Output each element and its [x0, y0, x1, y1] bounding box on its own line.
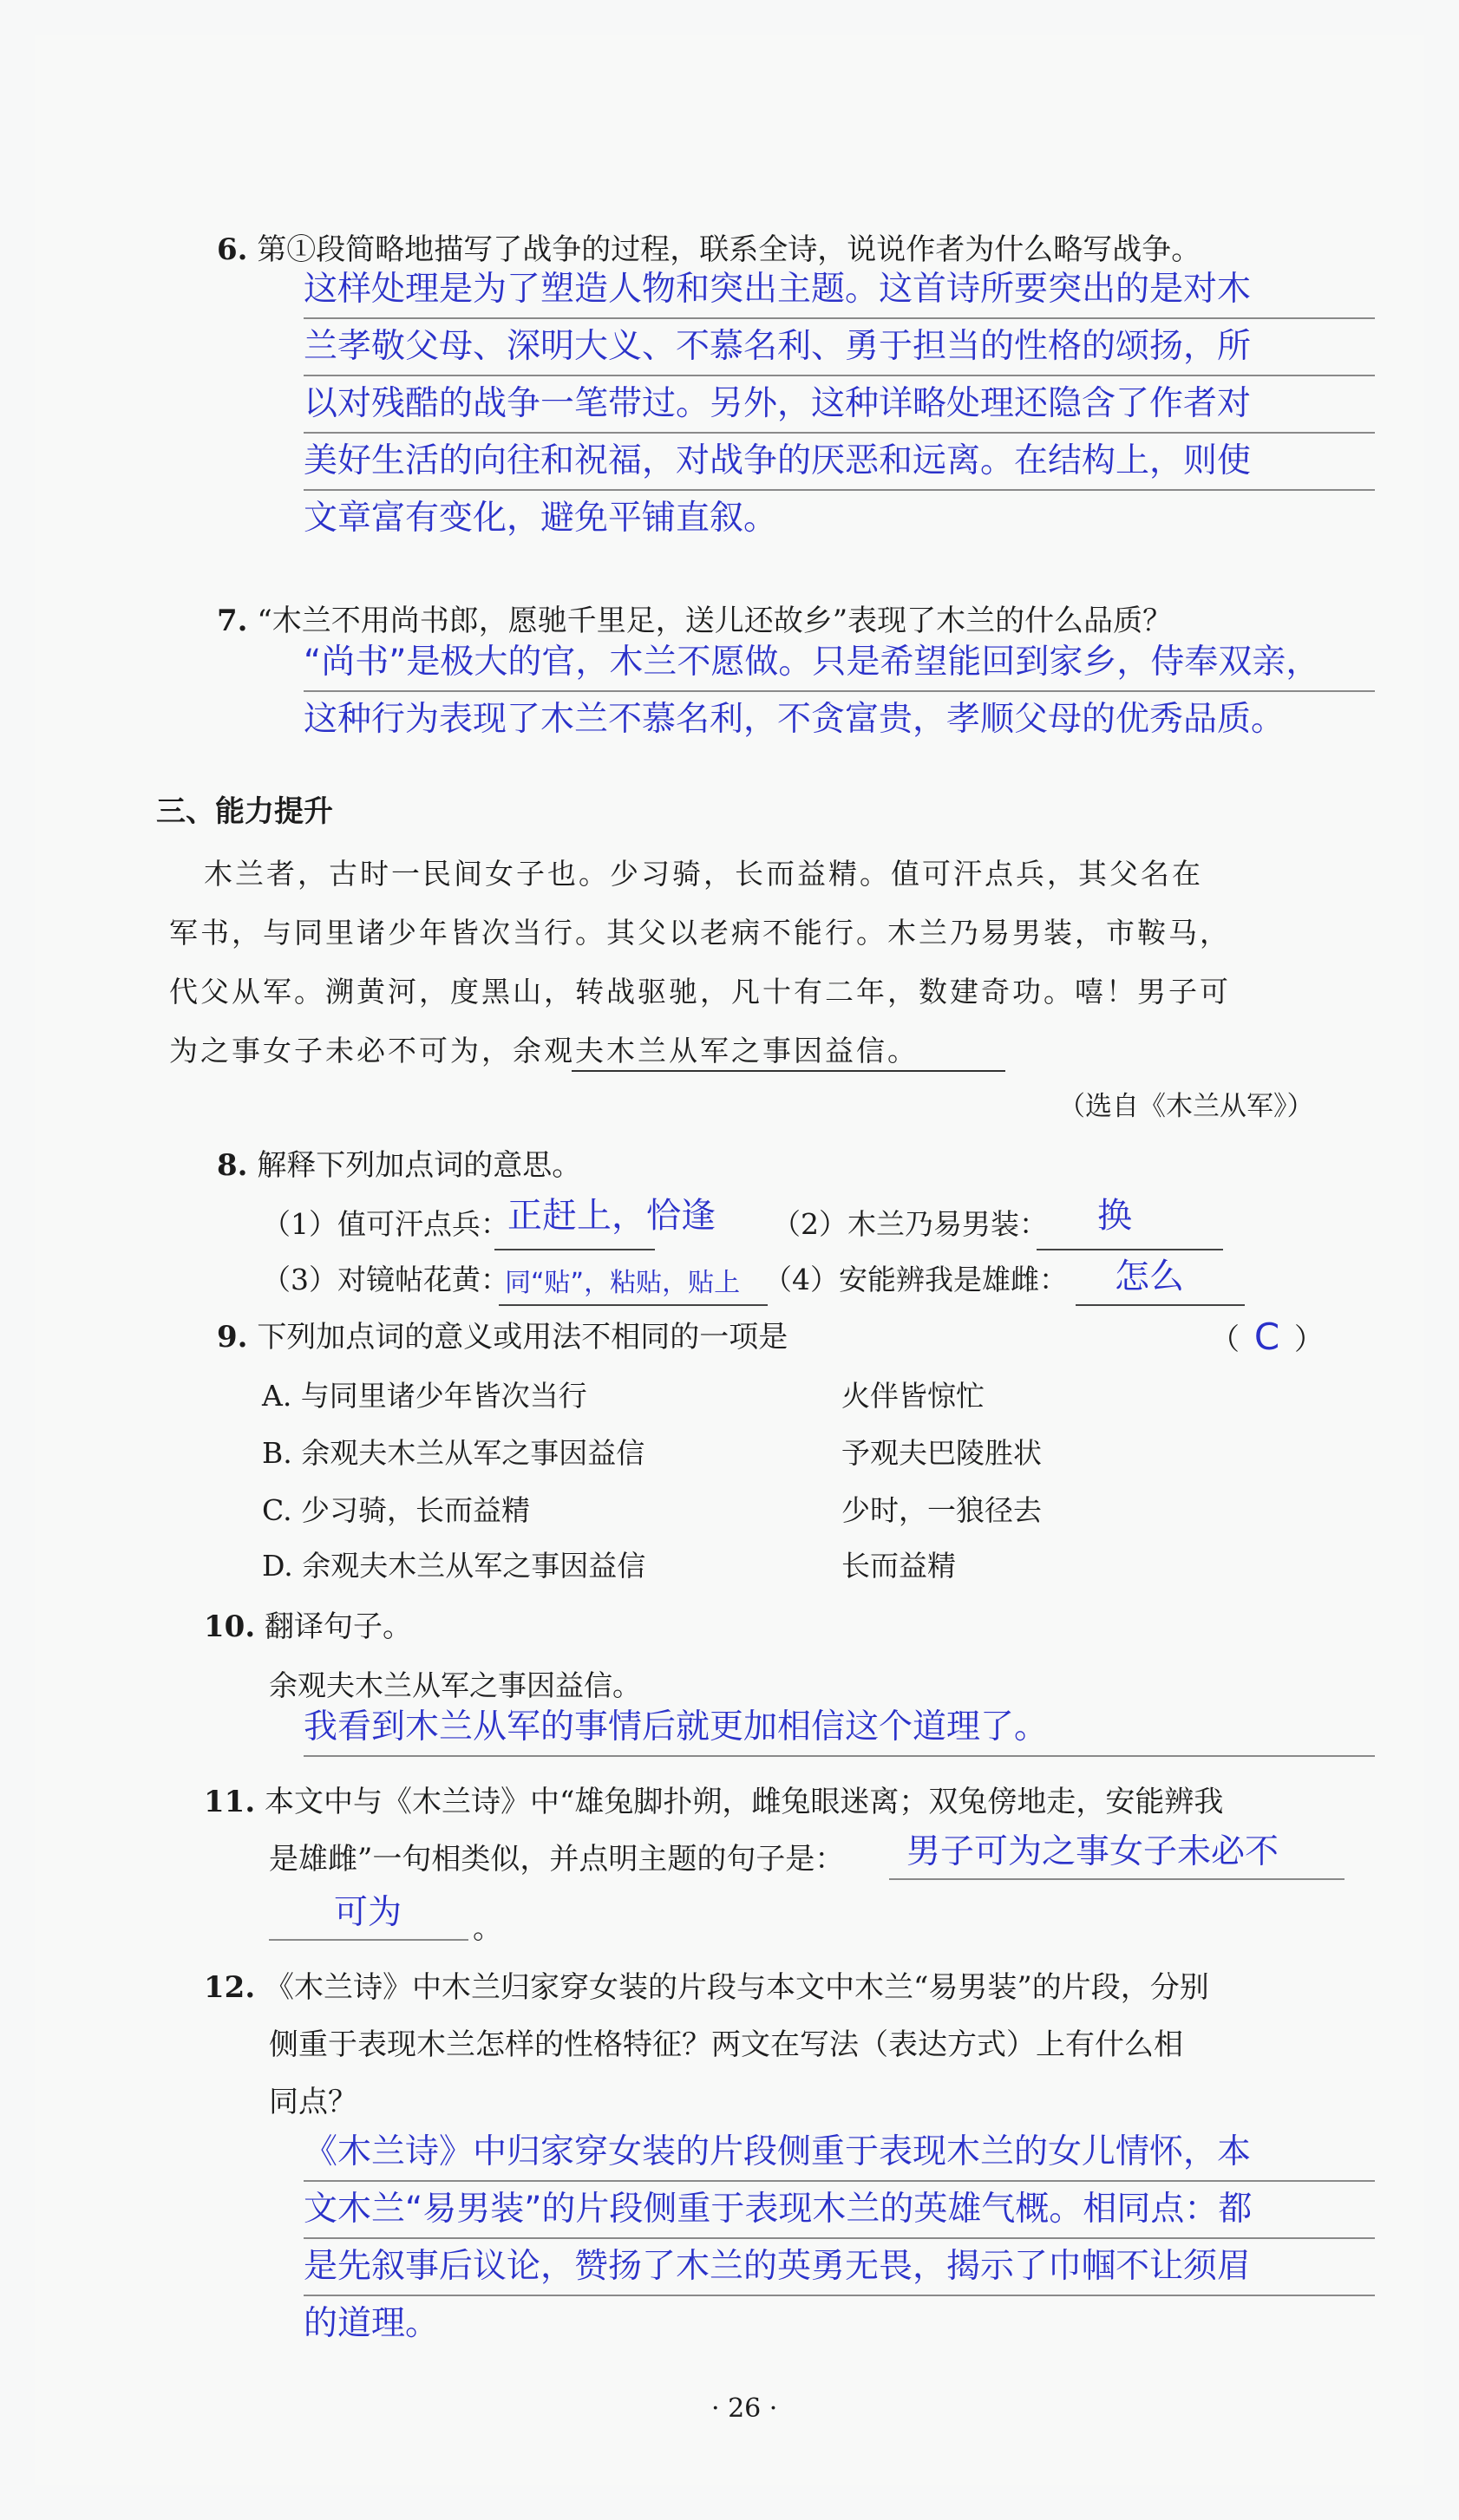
q11-text: 本文中与《木兰诗》中“雄兔脚扑朔，雌兔眼迷离；双兔傍地走，安能辨我	[264, 1785, 1224, 1819]
passage-line: 代父从军。溯黄河，度黑山，转战驱驰，凡十有二年，数建奇功。嘻！男子可	[169, 975, 1231, 1009]
q12-question-line-2: 侧重于表现木兰怎样的性格特征？两文在写法（表达方式）上有什么相	[269, 2027, 1183, 2062]
q6-answer-line: 美好生活的向往和祝福，对战争的厌恶和远离。在结构上，则使	[304, 434, 1375, 491]
q11-answer-part-2: 可为	[334, 1893, 402, 1932]
q6-answer-line: 兰孝敬父母、深明大义、不慕名利、勇于担当的性格的颂扬，所	[304, 319, 1375, 376]
q10-question	[204, 1608, 412, 1646]
q9-paren-left: （	[1210, 1322, 1240, 1357]
q7-text: “木兰不用尚书郎，愿驰千里足，送儿还故乡”表现了木兰的什么品质？	[257, 604, 1173, 638]
q8-text: 解释下列加点词的意思。	[257, 1148, 582, 1183]
q6-answer	[304, 262, 1375, 546]
section-title: 三、能力提升	[156, 794, 333, 829]
q7-answer	[304, 635, 1375, 748]
q8-item-2: （2）木兰乃易男装：	[772, 1207, 1048, 1241]
q10-sentence: 余观夫木兰从军之事因益信。	[269, 1668, 641, 1702]
q11-question-line-1	[204, 1783, 1223, 1821]
q9-option-left: B. 余观夫木兰从军之事因益信	[262, 1436, 645, 1470]
q12-text: 《木兰诗》中木兰归家穿女装的片段与本文中木兰“易男装”的片段，分别	[264, 1970, 1209, 2005]
q8-answer-2: 换	[1097, 1196, 1132, 1236]
q12-answer-line: 文木兰“易男装”的片段侧重于表现木兰的英雄气概。相同点：都	[304, 2182, 1375, 2239]
q8-item-1: （1）值可汗点兵：	[262, 1207, 509, 1241]
q6-number: 6.	[217, 232, 248, 267]
passage-line: 军书，与同里诸少年皆次当行。其父以老病不能行。木兰乃易男装，市鞍马，	[169, 916, 1231, 950]
q10-number: 10.	[204, 1609, 256, 1644]
q11-answer-part-1: 男子可为之事女子未必不	[906, 1832, 1279, 1871]
passage-source: （选自《木兰从军》）	[1058, 1091, 1314, 1122]
q8-blank-1	[494, 1249, 655, 1250]
q12-answer-line: 《木兰诗》中归家穿女装的片段侧重于表现木兰的女儿情怀，本	[304, 2125, 1375, 2182]
q9-number: 9.	[217, 1320, 248, 1355]
q11-blank-2	[269, 1939, 468, 1941]
q9-option-right: 火伴皆惊忙	[841, 1379, 985, 1413]
passage-line: 木兰者，古时一民间女子也。少习骑，长而益精。值可汗点兵，其父名在	[204, 857, 1203, 891]
q9-option-left: D. 余观夫木兰从军之事因益信	[262, 1549, 646, 1583]
q7-number: 7.	[217, 604, 248, 638]
q6-answer-line: 这样处理是为了塑造人物和突出主题。这首诗所要突出的是对木	[304, 262, 1375, 319]
q12-number: 12.	[204, 1970, 256, 2005]
q9-answer-box	[1210, 1315, 1324, 1359]
page-number: · 26 ·	[711, 2393, 778, 2424]
q9-answer: C	[1253, 1315, 1280, 1358]
q8-item-4: （4）安能辨我是雄雌：	[763, 1263, 1068, 1296]
q8-blank-3	[499, 1304, 768, 1306]
passage-line: 为之事女子未必不可为，余观夫木兰从军之事因益信。	[169, 1034, 919, 1067]
q9-option-left: C. 少习骑，长而益精	[262, 1493, 531, 1527]
q12-answer-line: 的道理。	[304, 2304, 440, 2343]
q11-blank-1	[889, 1878, 1345, 1880]
q10-answer-line: 我看到木兰从军的事情后就更加相信这个道理了。	[304, 1700, 1375, 1757]
q12-question-line-3: 同点？	[269, 2085, 357, 2119]
passage-underline	[572, 1070, 1005, 1072]
q12-answer-line: 是先叙事后议论，赞扬了木兰的英勇无畏，揭示了巾帼不让须眉	[304, 2239, 1375, 2296]
q8-item-3: （3）对镜帖花黄：	[262, 1263, 509, 1296]
q12-answer	[304, 2125, 1375, 2352]
q7-answer-line: 这种行为表现了木兰不慕名利，不贪富贵，孝顺父母的优秀品质。	[304, 700, 1286, 739]
q9-option-right: 长而益精	[841, 1549, 956, 1583]
q11-question-line-2: 是雄雌”一句相类似，并点明主题的句子是：	[269, 1842, 845, 1877]
q6-answer-line: 文章富有变化，避免平铺直叙。	[304, 499, 778, 538]
q8-question	[217, 1146, 581, 1185]
q6-text: 第①段简略地描写了战争的过程，联系全诗，说说作者为什么略写战争。	[257, 232, 1201, 267]
q7-answer-line: “尚书”是极大的官，木兰不愿做。只是希望能回到家乡，侍奉双亲，	[304, 635, 1375, 692]
page	[35, 35, 1424, 2485]
q8-answer-1: 正赶上，恰逢	[507, 1196, 716, 1236]
q9-option-left: A. 与同里诸少年皆次当行	[262, 1379, 587, 1413]
q8-answer-3: 同“贴”，粘贴，贴上	[505, 1268, 741, 1298]
q8-number: 8.	[217, 1148, 248, 1183]
q9-option-right: 少时，一狼径去	[841, 1493, 1042, 1527]
q8-blank-4	[1076, 1304, 1245, 1306]
q9-question	[217, 1318, 788, 1356]
q9-text: 下列加点词的意义或用法不相同的一项是	[257, 1320, 788, 1355]
q10-answer	[304, 1700, 1375, 1757]
q8-answer-4: 怎么	[1115, 1257, 1184, 1296]
q6-answer-line: 以对残酷的战争一笔带过。另外，这种详略处理还隐含了作者对	[304, 376, 1375, 434]
q11-end: 。	[473, 1911, 502, 1946]
q10-text: 翻译句子。	[264, 1609, 412, 1644]
q9-option-right: 予观夫巴陵胜状	[841, 1436, 1042, 1470]
q9-paren-right: ）	[1293, 1322, 1324, 1357]
q12-question-line-1	[204, 1968, 1209, 2007]
q11-number: 11.	[204, 1785, 256, 1819]
